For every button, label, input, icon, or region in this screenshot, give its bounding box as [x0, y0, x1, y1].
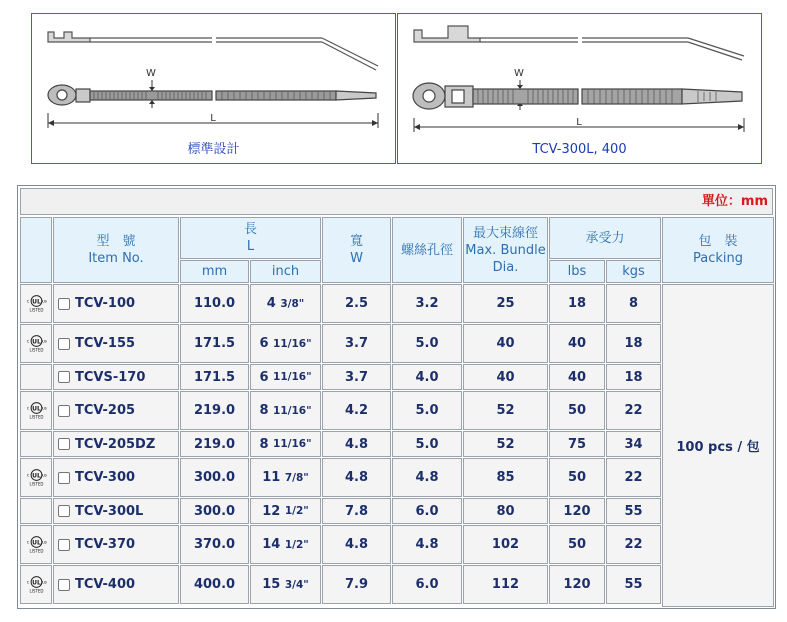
item-number: TCVS-170	[75, 369, 146, 385]
header-length-en: L	[246, 239, 255, 254]
svg-text:us: us	[41, 472, 47, 478]
inch-fraction: 11/16"	[273, 438, 312, 450]
inch-whole: 14	[262, 537, 281, 552]
ul-listed-cell	[20, 525, 52, 564]
max-bundle-cell: 40	[463, 324, 548, 363]
svg-text:us: us	[41, 338, 47, 344]
length-mm-cell: 300.0	[180, 458, 249, 497]
header-screw-hole: 螺絲孔徑	[392, 217, 462, 283]
ul-listed-cell	[20, 324, 52, 363]
length-inch-cell	[250, 498, 321, 524]
ul-listed-cell	[20, 458, 52, 497]
item-number-cell	[53, 284, 179, 323]
ul-listed-cell	[20, 364, 52, 390]
svg-text:LISTED: LISTED	[29, 481, 43, 487]
length-inch-cell	[250, 458, 321, 497]
svg-text:c: c	[26, 539, 29, 545]
max-bundle-cell: 25	[463, 284, 548, 323]
item-number: TCV-400	[75, 577, 136, 592]
force-kgs-cell: 22	[606, 391, 661, 430]
inch-whole: 11	[262, 470, 281, 485]
screw-hole-cell: 5.0	[392, 431, 462, 457]
svg-text:UL: UL	[31, 405, 41, 413]
screw-hole-cell: 4.8	[392, 458, 462, 497]
ul-listed-cell	[20, 565, 52, 604]
inch-fraction: 3/4"	[284, 578, 309, 591]
header-packing	[662, 217, 774, 283]
dimension-w-label: W	[514, 68, 524, 79]
width-cell: 4.2	[322, 391, 391, 430]
screw-hole-cell: 3.2	[392, 284, 462, 323]
length-mm-cell: 370.0	[180, 525, 249, 564]
width-cell: 7.8	[322, 498, 391, 524]
max-bundle-cell: 52	[463, 391, 548, 430]
screw-hole-cell: 6.0	[392, 498, 462, 524]
svg-text:LISTED: LISTED	[29, 307, 43, 313]
ul-listed-cell	[20, 284, 52, 323]
item-number-cell	[53, 498, 179, 524]
inch-fraction: 11/16"	[273, 404, 312, 417]
length-inch-cell	[250, 364, 321, 390]
item-checkbox[interactable]	[58, 438, 70, 450]
svg-text:LISTED: LISTED	[29, 347, 43, 353]
width-cell: 7.9	[322, 565, 391, 604]
svg-text:LISTED: LISTED	[29, 548, 43, 554]
length-inch-cell	[250, 324, 321, 363]
ul-listed-icon	[26, 575, 47, 594]
force-kgs-cell: 55	[606, 498, 661, 524]
inch-whole: 8	[259, 403, 269, 418]
width-cell: 4.8	[322, 525, 391, 564]
diagram-caption: TCV-300L, 400	[532, 142, 627, 157]
ul-listed-cell	[20, 431, 52, 457]
length-mm-cell: 219.0	[180, 391, 249, 430]
ul-listed-icon	[26, 401, 47, 420]
length-mm-cell: 219.0	[180, 431, 249, 457]
item-number-cell	[53, 324, 179, 363]
ul-listed-icon	[26, 468, 47, 487]
header-bundle-en1: Max. Bundle	[465, 242, 546, 258]
item-number: TCV-300L	[75, 503, 144, 519]
spec-table	[17, 185, 776, 609]
unit-label: 單位：mm	[20, 188, 773, 215]
header-width	[322, 217, 391, 283]
force-kgs-cell: 8	[606, 284, 661, 323]
inch-whole: 15	[262, 577, 281, 592]
svg-text:c: c	[26, 579, 29, 585]
item-number: TCV-370	[75, 537, 136, 552]
diagram-caption: 標準設計	[187, 142, 240, 157]
width-cell: 3.7	[322, 324, 391, 363]
screw-hole-cell: 4.0	[392, 364, 462, 390]
item-number-cell	[53, 565, 179, 604]
force-lbs-cell: 40	[549, 324, 605, 363]
inch-fraction: 11/16"	[273, 337, 312, 350]
force-kgs-cell: 55	[606, 565, 661, 604]
item-number: TCV-300	[75, 470, 136, 485]
length-inch-cell	[250, 284, 321, 323]
item-number-cell	[53, 391, 179, 430]
length-mm-cell: 300.0	[180, 498, 249, 524]
max-bundle-cell: 102	[463, 525, 548, 564]
svg-text:c: c	[26, 472, 29, 478]
header-force-lbs: lbs	[549, 260, 605, 283]
item-number-cell	[53, 431, 179, 457]
inch-whole: 8	[259, 436, 269, 452]
svg-text:UL: UL	[31, 298, 41, 306]
inch-whole: 6	[259, 336, 269, 351]
packing-value: 100 pcs / 包	[662, 284, 774, 607]
ul-listed-cell	[20, 391, 52, 430]
length-inch-cell	[250, 525, 321, 564]
header-item-no	[53, 217, 179, 283]
screw-hole-cell: 4.8	[392, 525, 462, 564]
dimension-l-label: L	[576, 117, 582, 128]
force-kgs-cell: 18	[606, 364, 661, 390]
force-kgs-cell: 22	[606, 458, 661, 497]
screw-hole-cell: 5.0	[392, 391, 462, 430]
force-kgs-cell: 34	[606, 431, 661, 457]
header-ul-blank	[20, 217, 52, 283]
width-cell: 4.8	[322, 431, 391, 457]
svg-text:us: us	[41, 579, 47, 585]
svg-text:us: us	[41, 539, 47, 545]
header-bundle-en2: Dia.	[492, 259, 519, 275]
item-number-cell	[53, 364, 179, 390]
length-mm-cell: 171.5	[180, 364, 249, 390]
dimension-w-label: W	[146, 68, 156, 79]
item-checkbox[interactable]	[58, 405, 70, 417]
max-bundle-cell: 112	[463, 565, 548, 604]
diagram-standard-design	[31, 13, 396, 164]
width-cell: 3.7	[322, 364, 391, 390]
inch-fraction: 11/16"	[273, 371, 312, 383]
max-bundle-cell: 40	[463, 364, 548, 390]
svg-text:c: c	[26, 405, 29, 411]
max-bundle-cell: 52	[463, 431, 548, 457]
length-inch-cell	[250, 431, 321, 457]
item-number: TCV-100	[75, 296, 136, 311]
screw-hole-cell: 6.0	[392, 565, 462, 604]
header-length-zh: 長	[243, 222, 257, 237]
force-lbs-cell: 18	[549, 284, 605, 323]
inch-whole: 6	[259, 369, 269, 385]
svg-text:UL: UL	[31, 338, 41, 346]
svg-text:c: c	[26, 298, 29, 304]
inch-fraction: 7/8"	[284, 471, 309, 484]
inch-whole: 4	[266, 296, 276, 311]
inch-fraction: 1/2"	[284, 505, 309, 517]
svg-text:UL: UL	[31, 539, 41, 547]
header-item-zh: 型 號	[96, 234, 136, 249]
item-checkbox[interactable]	[58, 298, 70, 310]
header-packing-zh: 包 裝	[698, 234, 738, 249]
svg-text:us: us	[41, 298, 47, 304]
header-force-kgs: kgs	[606, 260, 661, 283]
diagram-tcv-300l-400	[397, 13, 762, 164]
svg-text:us: us	[41, 405, 47, 411]
inch-whole: 12	[262, 503, 281, 519]
item-number: TCV-205DZ	[75, 436, 156, 452]
width-cell: 2.5	[322, 284, 391, 323]
header-length	[180, 217, 321, 259]
svg-text:LISTED: LISTED	[29, 588, 43, 594]
force-lbs-cell: 40	[549, 364, 605, 390]
inch-fraction: 1/2"	[284, 538, 309, 551]
header-length-inch: inch	[250, 260, 321, 283]
svg-text:UL: UL	[31, 579, 41, 587]
force-kgs-cell: 18	[606, 324, 661, 363]
item-checkbox[interactable]	[58, 505, 70, 517]
item-number: TCV-205	[75, 403, 136, 418]
ul-listed-icon	[26, 334, 47, 353]
header-max-bundle	[463, 217, 548, 283]
item-checkbox[interactable]	[58, 579, 70, 591]
item-checkbox[interactable]	[58, 371, 70, 383]
max-bundle-cell: 85	[463, 458, 548, 497]
ul-listed-icon	[26, 535, 47, 554]
force-kgs-cell: 22	[606, 525, 661, 564]
ul-listed-cell	[20, 498, 52, 524]
length-mm-cell: 400.0	[180, 565, 249, 604]
header-bundle-zh: 最大束線徑	[472, 225, 538, 241]
length-inch-cell	[250, 565, 321, 604]
force-lbs-cell: 75	[549, 431, 605, 457]
header-tensile-force: 承受力	[549, 217, 661, 259]
header-packing-en: Packing	[692, 251, 743, 266]
length-mm-cell: 171.5	[180, 324, 249, 363]
item-number: TCV-155	[75, 336, 136, 351]
ul-listed-icon	[26, 294, 47, 313]
svg-text:c: c	[26, 338, 29, 344]
header-item-en: Item No.	[88, 251, 144, 266]
item-number-cell	[53, 525, 179, 564]
svg-text:UL: UL	[31, 472, 41, 480]
svg-text:LISTED: LISTED	[29, 414, 43, 420]
force-lbs-cell: 50	[549, 525, 605, 564]
force-lbs-cell: 50	[549, 458, 605, 497]
item-checkbox[interactable]	[58, 338, 70, 350]
dimension-l-label: L	[210, 113, 216, 124]
header-length-mm: mm	[180, 260, 249, 283]
width-cell: 4.8	[322, 458, 391, 497]
item-checkbox[interactable]	[58, 539, 70, 551]
length-inch-cell	[250, 391, 321, 430]
force-lbs-cell: 50	[549, 391, 605, 430]
force-lbs-cell: 120	[549, 498, 605, 524]
force-lbs-cell: 120	[549, 565, 605, 604]
item-checkbox[interactable]	[58, 472, 70, 484]
header-width-zh: 寬	[349, 234, 363, 249]
item-number-cell	[53, 458, 179, 497]
length-mm-cell: 110.0	[180, 284, 249, 323]
header-width-en: W	[350, 251, 363, 266]
screw-hole-cell: 5.0	[392, 324, 462, 363]
max-bundle-cell: 80	[463, 498, 548, 524]
inch-fraction: 3/8"	[280, 297, 305, 310]
